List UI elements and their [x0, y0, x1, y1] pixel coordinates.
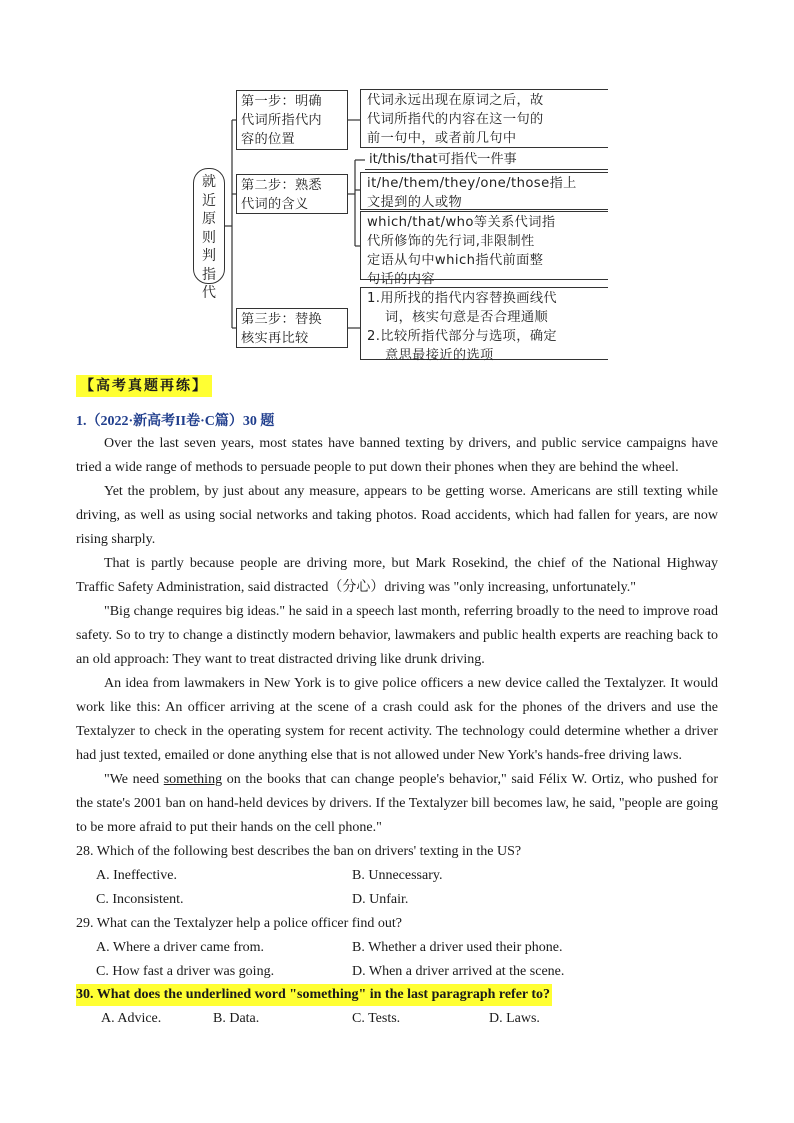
step-2-line: 第二步：熟悉 [241, 178, 322, 193]
root-char: 代 [202, 285, 216, 301]
question-source-heading: 1.（2022·新高考II卷·C篇）30 题 [76, 414, 275, 429]
q30-option-d[interactable]: D. Laws. [489, 1011, 540, 1026]
detail-line: 词，核实句意是否合理通顺 [385, 310, 549, 325]
step-2-detail-b [360, 172, 608, 210]
pronoun-reference-diagram [0, 0, 794, 370]
section-tag: 【高考真题再练】 [76, 375, 212, 397]
passage-paragraph-3: That is partly because people are driving more, but Mark Rosekind, the chief of the National Highway Traffic Safety Administration, said distracted（分心）driving was "only increasing, unfortunately." [76, 556, 718, 595]
q29-option-d[interactable]: D. When a driver arrived at the scene. [352, 964, 565, 979]
detail-line: 代词永远出现在原词之后，故 [367, 93, 544, 108]
q28-option-a[interactable]: A. Ineffective. [96, 868, 177, 883]
q30-option-b[interactable]: B. Data. [213, 1011, 260, 1026]
passage-paragraph-6 [76, 768, 718, 840]
detail-line: 前一句中，或者前几句中 [367, 131, 517, 146]
root-char: 原 [202, 211, 216, 227]
step-1-line: 第一步：明确 [241, 94, 322, 109]
detail-line: it/this/that可指代一件事 [369, 152, 517, 167]
underlined-word: something [163, 772, 223, 787]
detail-line: 定语从句中which指代前面整 [367, 253, 544, 268]
question-30-stem: 30. What does the underlined word "something" in the last paragraph refer to? [76, 984, 552, 1006]
root-char: 判 [202, 248, 216, 264]
diagram-root-label [193, 168, 225, 301]
step-1-detail [360, 89, 608, 148]
step-3-box [236, 308, 348, 348]
step-2-line: 代词的含义 [241, 197, 309, 212]
step-3-line: 第三步：替换 [241, 312, 322, 327]
q30-option-a[interactable]: A. Advice. [101, 1011, 162, 1026]
passage-paragraph-2: Yet the problem, by just about any measure, appears to be getting worse. Americans are still texting while driving, as well as using social networks and taking photos. Road accidents, which had fallen for years, are now rising sharply. [76, 484, 718, 547]
step-2-box [236, 174, 348, 214]
p6-text: on the books that can change people's behavior," said Félix W. Ortiz, who pushed for the state's 2001 ban on hand-held devices by drivers. If the Textalyzer bill becomes law, he said, "people are going to be more afraid to put their hands on the cell phone." [76, 772, 719, 835]
q29-option-b[interactable]: B. Whether a driver used their phone. [352, 940, 563, 955]
root-char: 则 [202, 229, 216, 246]
q29-option-a[interactable]: A. Where a driver came from. [96, 940, 265, 955]
q28-option-c[interactable]: C. Inconsistent. [96, 892, 184, 907]
detail-line: 意思最接近的选项 [385, 348, 494, 363]
step-2-detail-c [360, 211, 608, 287]
detail-line: 句话的内容 [367, 272, 435, 287]
question-28-stem: 28. Which of the following best describes the ban on drivers' texting in the US? [76, 844, 522, 859]
passage-paragraph-1: Over the last seven years, most states have banned texting by drivers, and public service campaigns have tried a wide range of methods to persuade people to put down their phones when they are behind the wheel. [76, 436, 718, 475]
root-char: 近 [202, 192, 216, 209]
detail-line: 2.比较所指代部分与选项，确定 [367, 329, 558, 344]
question-29-stem: 29. What can the Textalyzer help a police officer find out? [76, 916, 402, 931]
step-2-detail-a [365, 150, 608, 170]
root-char: 指 [202, 266, 216, 283]
step-1-line: 代词所指代内 [241, 113, 322, 128]
detail-line: it/he/them/they/one/those指上 [367, 176, 577, 191]
q29-option-c[interactable]: C. How fast a driver was going. [96, 964, 275, 979]
step-3-line: 核实再比较 [241, 331, 309, 346]
step-1-box [236, 90, 348, 150]
passage-paragraph-5: An idea from lawmakers in New York is to give police officers a new device called the Textalyzer. It would work like this: An officer arriving at the scene of a crash could ask for the phones of the drivers and use the Textalyzer to check in the operating system for recent activity. The technology could determine whether a driver had just texted, emailed or done anything else that is not allowed under New York's hands-free driving laws. [76, 676, 718, 763]
p6-text: "We need [104, 772, 164, 787]
step-3-detail [360, 287, 608, 363]
detail-line: 代词所指代的内容在这一句的 [367, 112, 544, 127]
detail-line: 文提到的人或物 [367, 195, 463, 210]
q30-option-c[interactable]: C. Tests. [352, 1011, 401, 1026]
detail-line: which/that/who等关系代词指 [367, 215, 556, 230]
step-1-line: 容的位置 [241, 132, 295, 147]
q28-option-b[interactable]: B. Unnecessary. [352, 868, 443, 883]
detail-line: 1.用所找的指代内容替换画线代 [367, 291, 558, 306]
root-char: 就 [202, 174, 216, 190]
passage-paragraph-4: "Big change requires big ideas." he said in a speech last month, referring broadly to the need to improve road safety. So to try to change a distinctly modern behavior, lawmakers and public health experts are reaching back to an old approach: They want to treat distracted driving like drunk driving. [76, 604, 718, 667]
detail-line: 代所修饰的先行词,非限制性 [367, 234, 535, 249]
q28-option-d[interactable]: D. Unfair. [352, 892, 409, 907]
